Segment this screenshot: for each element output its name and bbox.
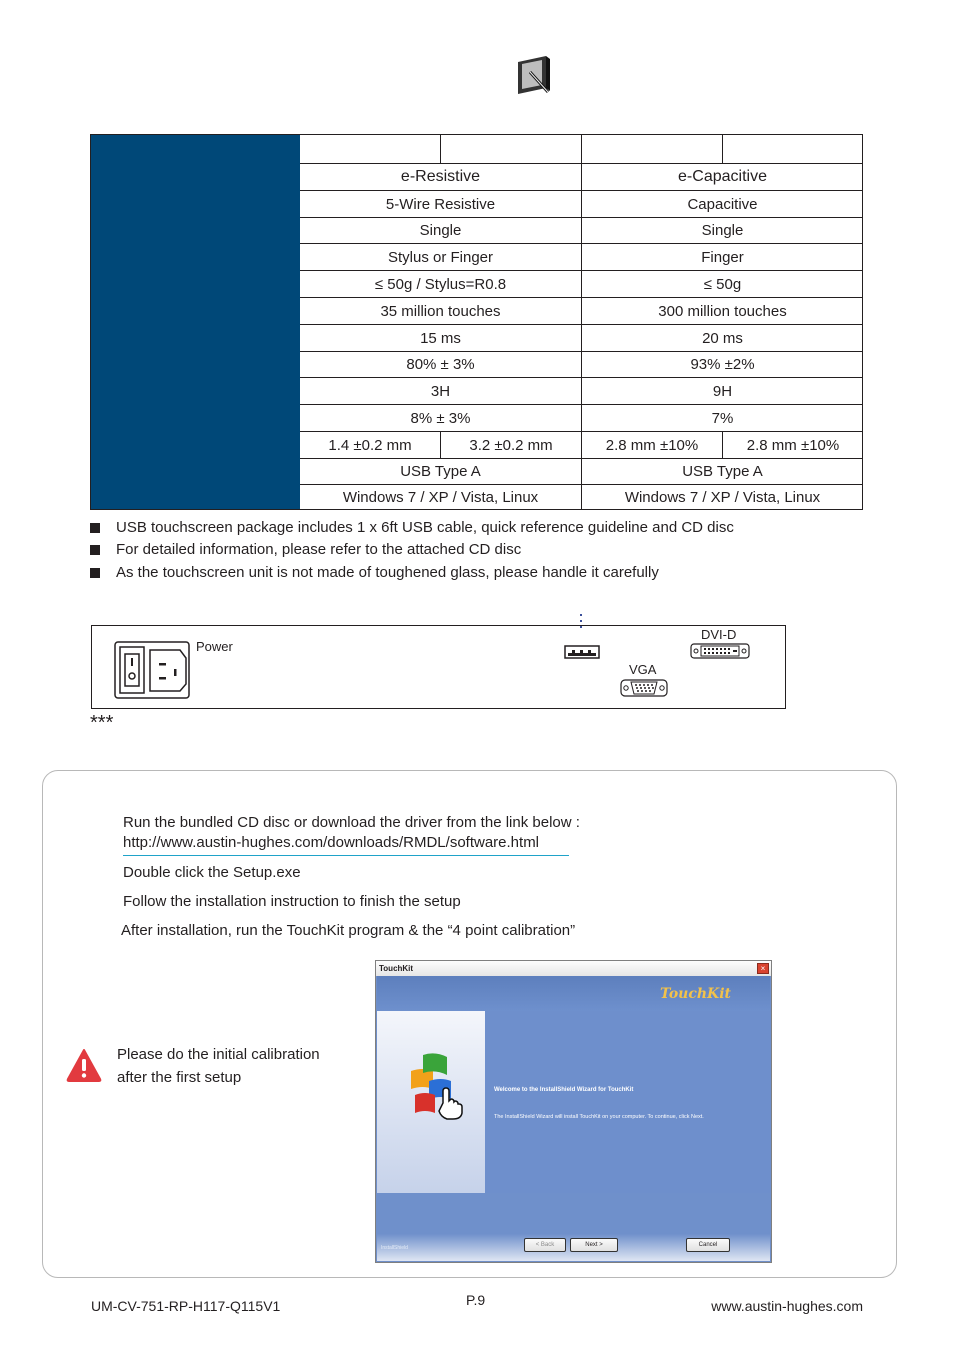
table-row — [300, 270, 862, 297]
next-button[interactable]: Next > — [570, 1238, 618, 1252]
table-cell: Finger — [581, 244, 863, 270]
note-text: As the touchscreen unit is not made of toughened glass, please handle it carefully — [116, 564, 659, 581]
bullet-square-icon — [90, 523, 100, 533]
table-row — [300, 297, 862, 324]
table-cell — [300, 135, 440, 163]
install-step-2: Double click the Setup.exe — [123, 864, 301, 881]
table-row — [300, 163, 862, 190]
vga-label: VGA — [629, 662, 657, 677]
spec-table — [90, 134, 863, 510]
table-cell: 7% — [581, 405, 863, 431]
touchkit-logo: TouchKit — [660, 986, 731, 1002]
table-cell: 300 million touches — [581, 298, 863, 324]
close-icon[interactable]: × — [757, 963, 769, 974]
power-label: Power — [196, 639, 233, 654]
table-cell: Stylus or Finger — [387, 248, 494, 266]
vga-port-icon — [620, 678, 668, 698]
table-cell: 2.8 mm ±10% — [581, 432, 722, 458]
windows-hand-icon — [403, 1051, 467, 1121]
table-cell: ≤ 50g — [581, 271, 863, 297]
bullet-square-icon — [90, 545, 100, 555]
table-row — [300, 458, 862, 484]
website-link[interactable]: www.austin-hughes.com — [711, 1298, 863, 1314]
driver-download-link[interactable]: http://www.austin-hughes.com/downloads/RMDL/software.html — [123, 834, 569, 856]
table-cell: Single — [419, 222, 462, 239]
table-cell: 3H — [430, 382, 451, 400]
installer-side-panel — [377, 1011, 485, 1193]
table-cell: USB Type A — [400, 463, 481, 480]
table-row — [300, 135, 862, 163]
installer-content-panel — [485, 1011, 770, 1193]
table-cell: 35 million touches — [380, 302, 501, 320]
table-row — [300, 243, 862, 270]
cancel-button[interactable]: Cancel — [686, 1238, 730, 1252]
install-step-4: After installation, run the TouchKit program & the “4 point calibration” — [121, 922, 576, 939]
table-cell: 5-Wire Resistive — [385, 195, 496, 213]
table-cell: Windows 7 / XP / Vista, Linux — [342, 488, 539, 506]
table-row — [300, 484, 862, 509]
table-cell: 8% ± 3% — [410, 409, 471, 427]
table-row — [300, 351, 862, 377]
table-cell: 93% ±2% — [581, 352, 863, 377]
touchkit-installer-window — [375, 960, 772, 1263]
table-cell — [440, 135, 581, 163]
table-cell: 15 ms — [420, 329, 461, 347]
model-capacitive: e-Capacitive — [581, 164, 863, 190]
table-row — [300, 404, 862, 431]
spec-grid — [300, 135, 862, 509]
dvi-port-icon — [690, 643, 750, 659]
note-text: For detailed information, please refer to the attached CD disc — [116, 541, 522, 558]
note-item — [90, 564, 659, 581]
welcome-description: The InstallShield Wizard will install TouchKit on your computer. To continue, click Next. — [494, 1114, 704, 1120]
bullet-square-icon — [90, 568, 100, 578]
footnote-marker: *** — [90, 712, 114, 734]
dvi-label: DVI-D — [701, 627, 737, 642]
table-cell: 20 ms — [581, 325, 863, 351]
table-cell: 80% ± 3% — [406, 356, 475, 373]
table-row — [300, 377, 862, 404]
touchscreen-pen-icon — [516, 54, 556, 96]
window-title: TouchKit — [376, 961, 771, 976]
table-row — [300, 324, 862, 351]
table-row — [300, 190, 862, 217]
document-code: UM-CV-751-RP-H117-Q115V1 — [91, 1298, 281, 1314]
power-inlet-icon — [114, 641, 190, 699]
page-number: P.9 — [466, 1292, 486, 1308]
warning-icon — [66, 1048, 102, 1082]
back-button[interactable]: < Back — [524, 1238, 566, 1252]
install-step-3: Follow the installation instruction to finish the setup — [123, 893, 461, 910]
table-cell — [581, 135, 722, 163]
note-item — [90, 541, 521, 558]
table-cell: ≤ 50g / Stylus=R0.8 — [374, 275, 507, 293]
install-step-1: Run the bundled CD disc or download the driver from the link below : — [123, 814, 580, 831]
table-cell — [722, 135, 863, 163]
rear-panel-diagram — [91, 625, 786, 709]
table-cell: 1.4 ±0.2 mm — [328, 436, 412, 454]
welcome-heading: Welcome to the InstallShield Wizard for TouchKit — [494, 1087, 634, 1093]
table-row — [300, 217, 862, 243]
usb-port-icon — [564, 644, 600, 660]
table-cell: 9H — [581, 378, 863, 404]
model-resistive: e-Resistive — [400, 168, 481, 185]
table-row — [300, 431, 862, 458]
table-cell: Single — [581, 218, 863, 243]
spec-label-column — [91, 135, 300, 509]
table-cell: 3.2 ±0.2 mm — [440, 432, 581, 458]
note-item — [90, 519, 734, 536]
note-text: USB touchscreen package includes 1 x 6ft USB cable, quick reference guideline and CD disc — [116, 519, 734, 536]
warning-text-line1: Please do the initial calibration — [117, 1046, 320, 1063]
table-cell: Windows 7 / XP / Vista, Linux — [581, 485, 863, 509]
table-cell: 2.8 mm ±10% — [722, 432, 863, 458]
table-cell: USB Type A — [581, 459, 863, 484]
table-cell: Capacitive — [581, 191, 863, 217]
installshield-brand: InstallShield — [381, 1245, 408, 1251]
warning-text-line2: after the first setup — [117, 1069, 242, 1086]
